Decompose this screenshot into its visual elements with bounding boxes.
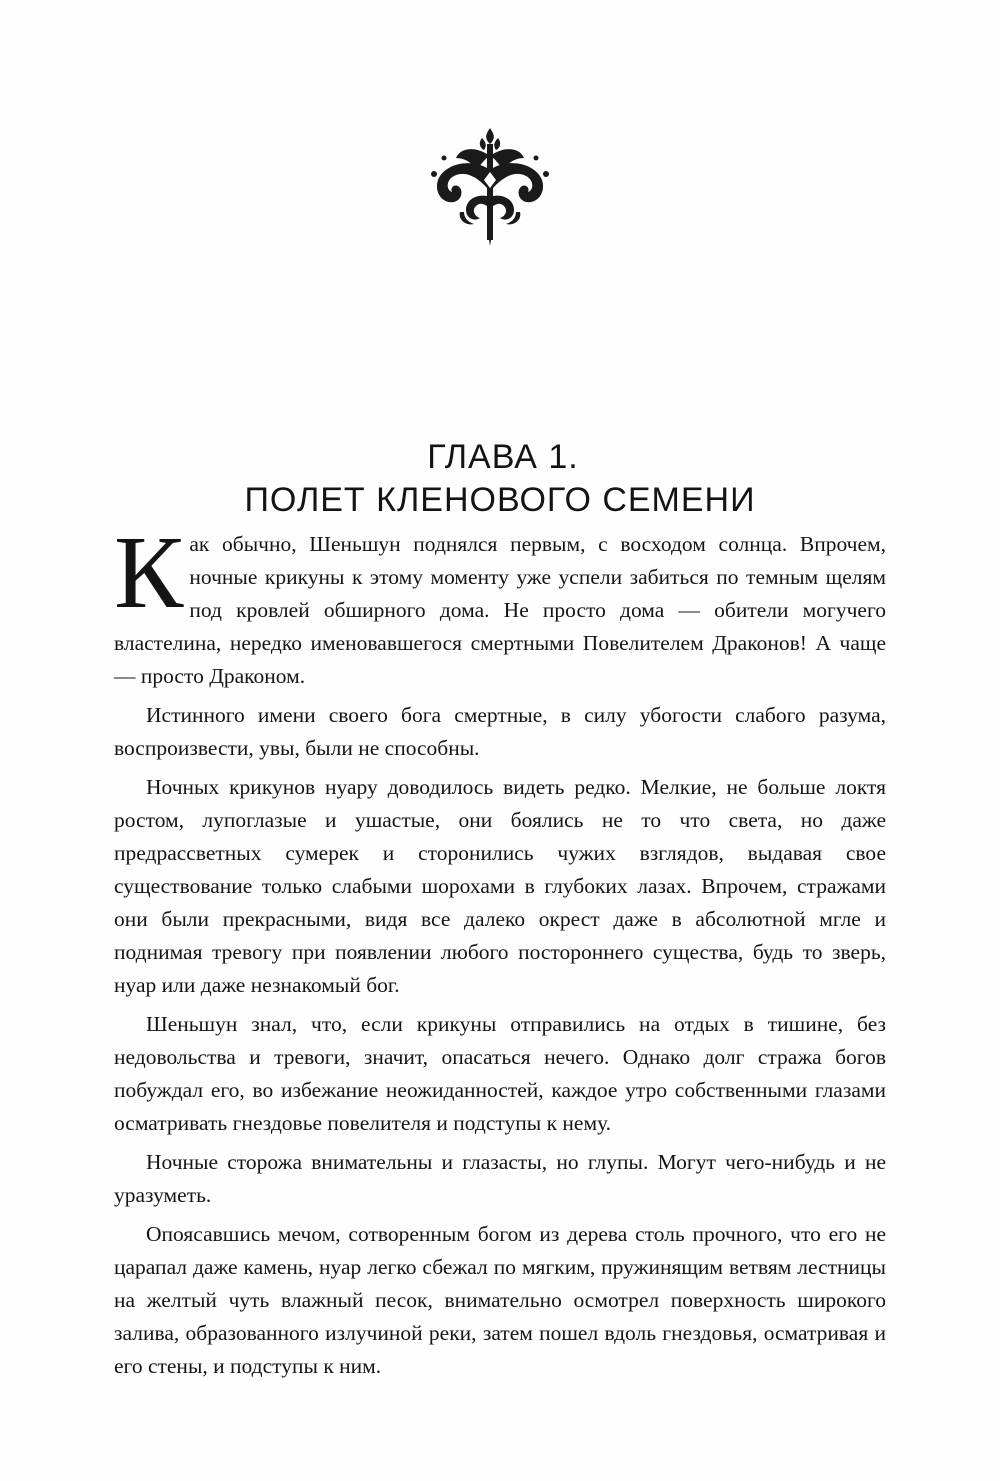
paragraph-4: Шеньшун знал, что, если крикуны отправились на отдых в тишине, без недовольства и тревоги, значит, опасаться нечего. Однако долг стража богов побуждал его, во избежание неожиданностей, каждое утро собственными глазами осматривать гнездовье повелителя и подступы к нему. [114, 1012, 886, 1135]
paragraph-1 [114, 515, 886, 693]
fleuron-ornament-icon [430, 128, 550, 246]
paragraph-2: Истинного имени своего бога смертные, в силу убогости слабого разума, воспроизвести, увы, были не способны. [114, 703, 886, 760]
paragraph-6: Опоясавшись мечом, сотворенным богом из дерева столь прочного, что его не царапал даже камень, нуар легко сбежал по мягким, пружинящим ветвям лестницы на желтый чуть влажный песок, внимательно осмотрел поверхность широкого залива, образованного излучиной реки, затем пошел вдоль гнездовья, осматривая и его стены, и подступы к ним. [114, 1222, 886, 1378]
paragraph-1-text: ак обычно, Шеньшун поднялся первым, с восходом солнца. Впрочем, ночные крикуны к этому моменту уже успели забиться по темным щелям под кровлей обширного дома. Не просто дома — обители могучего властелина, нередко именовавшегося смертными Повелителем Драконов! А чаще — просто Драконом. [114, 532, 886, 688]
chapter-body [114, 515, 886, 1389]
paragraph-3: Ночных крикунов нуару доводилось видеть редко. Мелкие, не больше локтя ростом, лупоглазые и ушастые, они боялись не то что света, но даже предрассветных сумерек и сторонились чужих взглядов, выдавая свое существование только слабыми шорохами в глубоких лазах. Впрочем, стражами они были прекрасными, видя все далеко окрест даже в абсолютной мгле и поднимая тревогу при появлении любого постороннего существа, будь то зверь, нуар или даже незнакомый бог. [114, 775, 886, 997]
chapter-heading [0, 436, 1000, 522]
paragraph-5: Ночные сторожа внимательны и глазасты, но глупы. Могут чего-нибудь и не уразуметь. [114, 1150, 886, 1207]
drop-cap: К [114, 515, 184, 630]
chapter-number: ГЛАВА 1. [427, 438, 579, 476]
chapter-title: ПОЛЕТ КЛЕНОВОГО СЕМЕНИ [244, 481, 756, 519]
